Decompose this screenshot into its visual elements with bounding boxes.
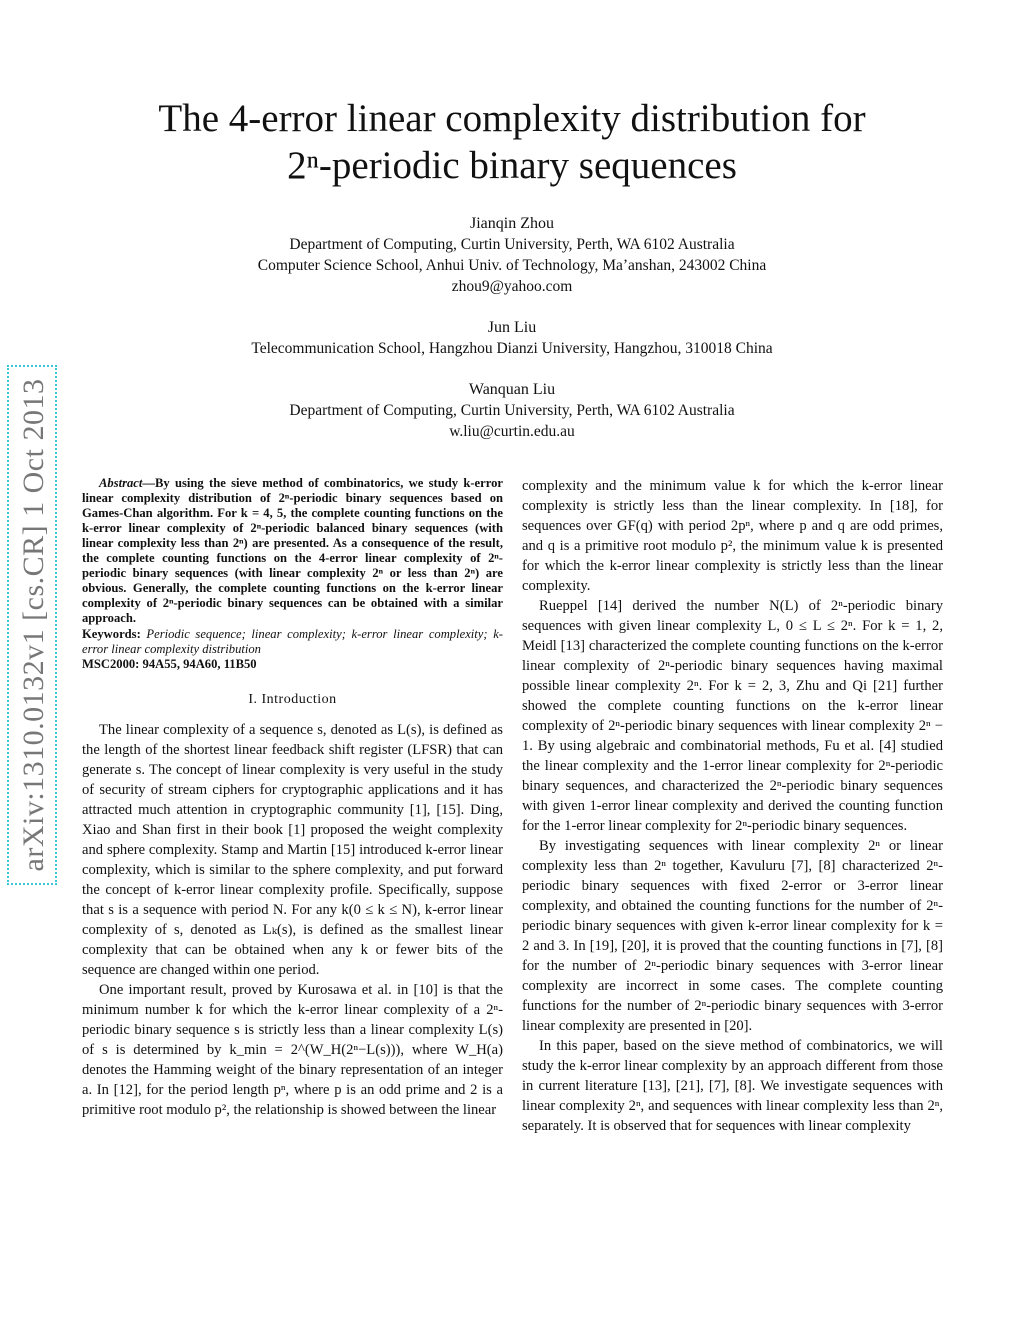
title-line-1: The 4-error linear complexity distribution for bbox=[158, 97, 866, 140]
abstract-label: Abstract bbox=[99, 476, 143, 490]
intro-paragraph-2: One important result, proved by Kurosawa et al. in [10] is that the minimum number k for which the k-error linear complexity of a 2ⁿ-periodic binary sequence s is strictly less than a linear complexity L(s) of s is determined by k_min = 2^(W_H(2ⁿ−L(s))), where W_H(a) denotes the Hamming weight of the binary representation of an integer a. In [12], for the period length pⁿ, where p is an odd prime and 2 is a primitive root modulo p², the relationship is showed between the linear bbox=[82, 982, 503, 1118]
title-line-2: 2ⁿ-periodic binary sequences bbox=[287, 143, 737, 187]
author-affiliation: Department of Computing, Curtin University, Perth, WA 6102 Australia bbox=[289, 402, 735, 419]
author-affiliation: Telecommunication School, Hangzhou Dianzi University, Hangzhou, 310018 China bbox=[251, 340, 773, 357]
intro-paragraph-5: In this paper, based on the sieve method of combinatorics, we will study the k-error linear complexity by an approach different from those in current literature [13], [21], [7], [8]. We investigate sequences with linear complexity 2ⁿ, and sequences with linear complexity less than 2ⁿ, separately. It is observed that for sequences with linear complexity bbox=[522, 1038, 943, 1134]
msc-label: MSC2000: bbox=[82, 657, 140, 671]
author-name: Jun Liu bbox=[487, 319, 537, 336]
keywords-label: Keywords: bbox=[82, 627, 141, 641]
author-name: Wanquan Liu bbox=[468, 381, 556, 398]
msc-codes: 94A55, 94A60, 11B50 bbox=[142, 657, 257, 671]
arxiv-sidebar-stamp: arXiv:1310.0132v1 [cs.CR] 1 Oct 2013 bbox=[7, 365, 57, 885]
intro-paragraph-3: Rueppel [14] derived the number N(L) of 2ⁿ-periodic binary sequences with given linear complexity L, 0 ≤ L ≤ 2ⁿ. For k = 1, 2, Meidl [13] characterized the complete counting functions on the k-error linear complexity of 2ⁿ-periodic binary sequences having maximal possible linear complexity 2ⁿ. For k = 2, 3, Zhu and Qi [21] further showed the complete counting functions on the k-error linear complexity of 2ⁿ-periodic binary sequences with linear complexity 2ⁿ − 1. By using algebraic and combinatorial methods, Fu et al. [4] studied the linear complexity and the 1-error linear complexity for 2ⁿ-periodic binary sequences, and characterized the 2ⁿ-periodic binary sequences with given 1-error linear complexity and derived the counting function for the 1-error linear complexity for 2ⁿ-periodic binary sequences. bbox=[522, 598, 943, 834]
author-affiliation: Department of Computing, Curtin University, Perth, WA 6102 Australia bbox=[289, 236, 735, 253]
right-column bbox=[522, 476, 943, 1136]
intro-paragraph-4: By investigating sequences with linear complexity 2ⁿ or linear complexity less than 2ⁿ together, Kavuluru [7], [8] characterized 2ⁿ-periodic binary sequences with fixed 2-error or 3-error linear complexity, and obtained the counting functions for the number of 2ⁿ-periodic binary sequences with given k-error linear complexity for k = 2 and 3. In [19], [20], it is proved that the counting functions in [7], [8] for the number of 2ⁿ-periodic binary sequences with 3-error linear complexity are incorrect in some cases. The complete counting functions for the number of 2ⁿ-periodic binary sequences with 3-error linear complexity are presented in [20]. bbox=[522, 838, 943, 1034]
section-heading: I. Introduction bbox=[248, 692, 337, 707]
abstract-text: —By using the sieve method of combinatorics, we study k-error linear complexity distribution of 2ⁿ-periodic binary sequences based on Games-Chan algorithm. For k = 4, 5, the complete counting functions on the k-error linear complexity of 2ⁿ-periodic balanced binary sequences (with linear complexity less than 2ⁿ) are presented. As a consequence of the result, the complete counting functions on the 4-error linear complexity of 2ⁿ-periodic binary sequences (with linear complexity 2ⁿ or less than 2ⁿ) are obvious. Generally, the complete counting functions on the k-error linear complexity of 2ⁿ-periodic binary sequences can be obtained with a similar approach. bbox=[82, 476, 503, 625]
keywords-line bbox=[82, 627, 503, 657]
author-name: Jianqin Zhou bbox=[470, 215, 554, 232]
author-email: w.liu@curtin.edu.au bbox=[449, 423, 575, 440]
intro-paragraph-1: The linear complexity of a sequence s, denoted as L(s), is defined as the length of the shortest linear feedback shift register (LFSR) that can generate s. The concept of linear complexity is very useful in the study of security of stream ciphers for cryptographic applications and it has attracted much attention in cryptographic community [1], [15]. Ding, Xiao and Shan first in their book [1] proposed the weight complexity and sphere complexity. Stamp and Martin [15] introduced k-error linear complexity, which is similar to the sphere complexity, and put forward the concept of k-error linear complexity profile. Specifically, suppose that s is a sequence with period N. For any k(0 ≤ k ≤ N), k-error linear complexity of s, denoted as Lₖ(s), is defined as the smallest linear complexity that can be obtained when any k or fewer bits of the sequence are changed within one period. bbox=[82, 722, 503, 978]
left-column bbox=[82, 476, 503, 1120]
author-block-1 bbox=[0, 213, 1024, 297]
author-affiliation: Computer Science School, Anhui Univ. of Technology, Ma’anshan, 243002 China bbox=[257, 257, 767, 274]
paper-title bbox=[0, 96, 1024, 190]
author-block-3 bbox=[0, 379, 1024, 442]
author-email: zhou9@yahoo.com bbox=[451, 278, 573, 295]
msc-line bbox=[82, 657, 503, 672]
author-block-2 bbox=[0, 317, 1024, 359]
abstract bbox=[82, 476, 503, 672]
keywords-text: Periodic sequence; linear complexity; k-error linear complexity; k-error linear complexity distribution bbox=[82, 627, 503, 656]
intro-paragraph-2-continued: complexity and the minimum value k for which the k-error linear complexity is strictly less than the linear complexity. In [18], for sequences over GF(q) with period 2pⁿ, where p and q are odd primes, and q is a primitive root modulo p², the minimum value k is presented for which the k-error linear complexity is strictly less than the linear complexity. bbox=[522, 478, 943, 594]
